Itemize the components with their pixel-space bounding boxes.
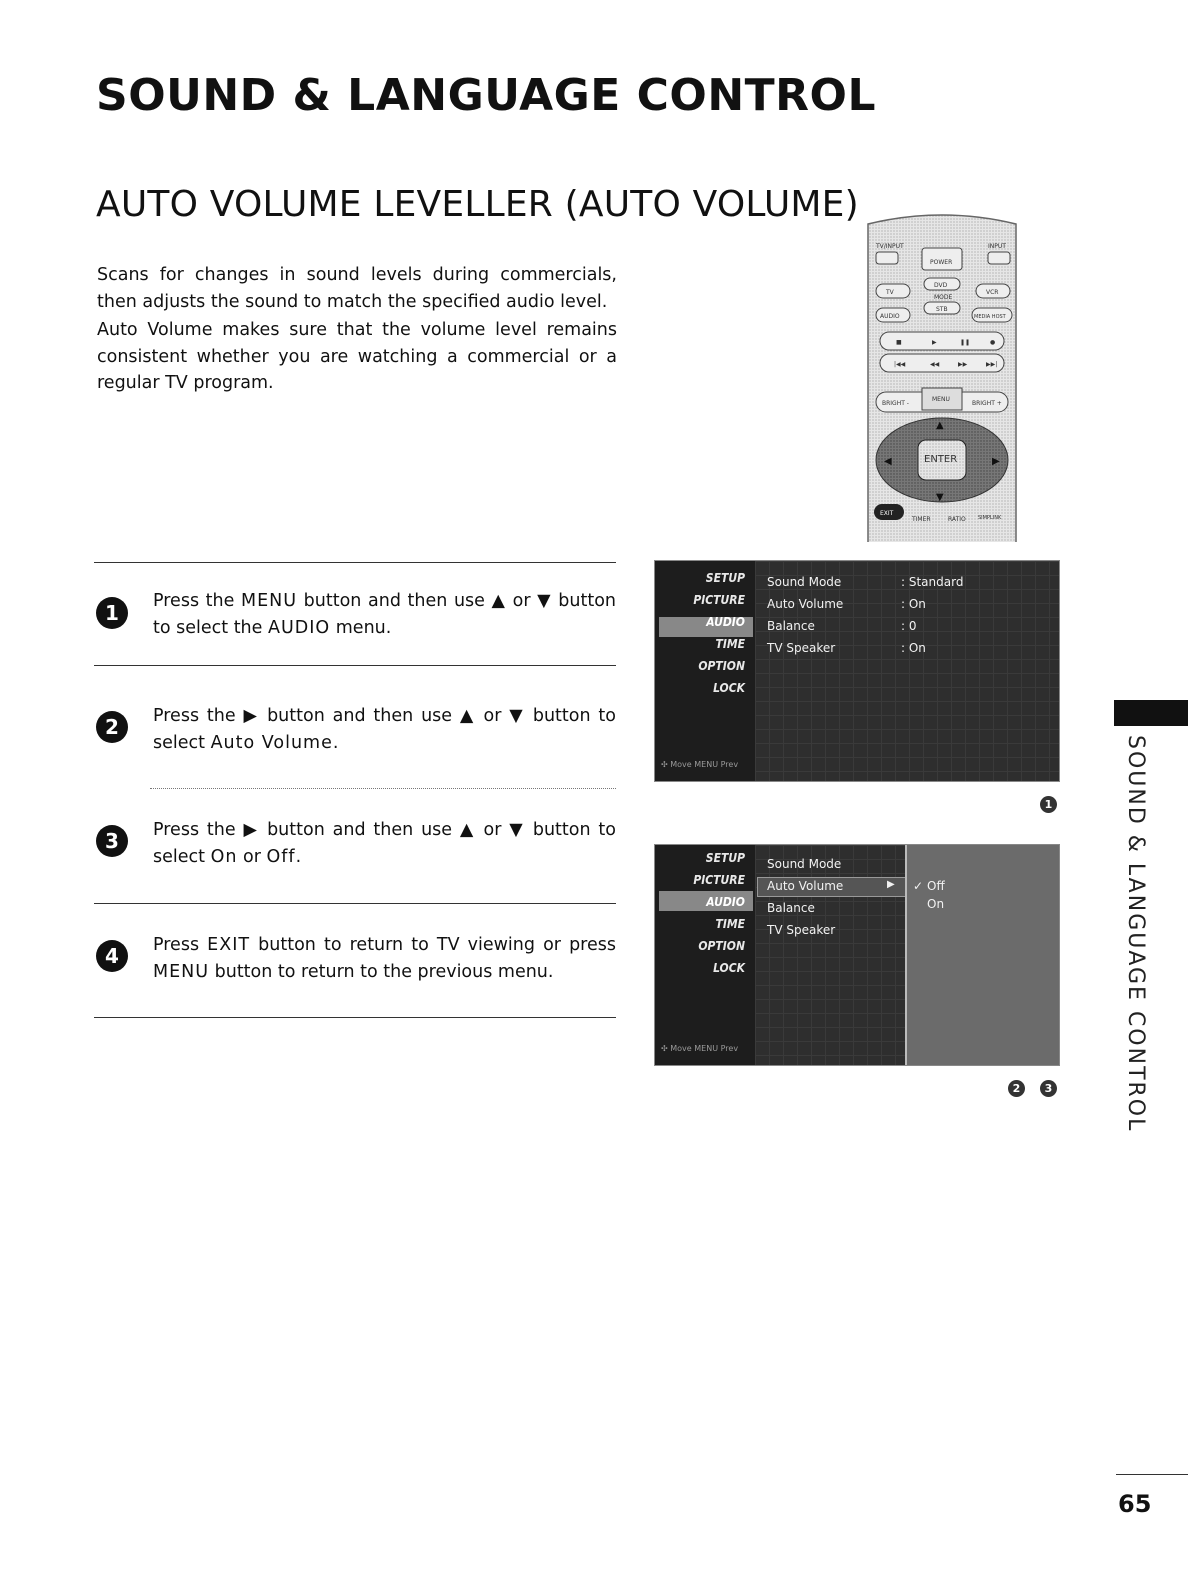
- osd-menu-option: OPTION: [698, 659, 745, 673]
- check-icon: ✓: [913, 879, 924, 893]
- osd-menu-setup: SETUP: [705, 571, 745, 585]
- osd-navigation-hint: ✣ Move MENU Prev: [661, 1044, 739, 1053]
- right-arrow-icon: ▶: [992, 456, 1000, 467]
- osd-row-label: Balance: [767, 901, 815, 915]
- step-number-1: 1: [96, 597, 128, 629]
- osd-menu-picture: PICTURE: [693, 873, 745, 887]
- rewind-icon: ◀◀: [930, 361, 940, 368]
- remote-enter-label: ENTER: [924, 454, 958, 465]
- intro-paragraph-2: Auto Volume makes sure that the volume level remains consistent whether you are watching a commercial or a regular TV program.: [97, 320, 617, 393]
- remote-bright-minus-label: BRIGHT -: [882, 400, 909, 407]
- osd-menu-audio: AUDIO: [706, 615, 745, 629]
- osd-row-label: Sound Mode: [767, 857, 842, 871]
- osd-row-label: Auto Volume: [767, 879, 844, 893]
- osd-menu-picture: PICTURE: [693, 593, 745, 607]
- osd-row-value: : Standard: [901, 575, 964, 589]
- osd-row-label: Auto Volume: [767, 597, 844, 611]
- osd-row-label: TV Speaker: [767, 923, 836, 937]
- osd-menu-lock: LOCK: [713, 681, 745, 695]
- osd-row-value: : On: [901, 597, 926, 611]
- chapter-tab-marker: [1114, 700, 1188, 726]
- page-number: 65: [1118, 1490, 1152, 1518]
- page-title: SOUND & LANGUAGE CONTROL: [96, 70, 876, 121]
- osd-option-on: On: [927, 897, 945, 911]
- osd-row-label: Balance: [767, 619, 815, 633]
- step-4-text: Press EXIT button to return to TV viewing or press MENU button to return to the previous menu.: [153, 935, 616, 982]
- intro-text: [97, 262, 617, 399]
- remote-control-illustration: [866, 212, 1018, 542]
- osd-grid-background: [755, 561, 1059, 781]
- remote-bright-plus-label: BRIGHT +: [972, 400, 1002, 407]
- remote-tv-label: TV: [886, 289, 894, 296]
- remote-input-label: INPUT: [988, 243, 1006, 250]
- pause-icon: ❚❚: [960, 339, 971, 346]
- fast-forward-icon: ▶▶: [958, 361, 968, 368]
- record-icon: ●: [990, 339, 996, 346]
- down-arrow-icon: ▼: [936, 492, 944, 503]
- osd-menu-option: OPTION: [698, 939, 745, 953]
- step-1-text: Press the MENU button and then use ▲ or ▼ button to select the AUDIO menu.: [153, 591, 616, 638]
- remote-simplink-label: SIMPLINK: [978, 515, 1002, 521]
- step-number-2: 2: [96, 711, 128, 743]
- remote-tv-input-label: TV/INPUT: [876, 243, 904, 250]
- intro-paragraph-1: Scans for changes in sound levels during commercials, then adjusts the sound to match the specified audio level.: [97, 265, 617, 312]
- osd-menu-sidebar: [655, 845, 755, 1065]
- footer-rule: [1116, 1474, 1188, 1475]
- step-divider: [94, 903, 616, 904]
- play-icon: ▶: [932, 339, 937, 346]
- osd-menu-lock: LOCK: [713, 961, 745, 975]
- osd-row-value: : On: [901, 641, 926, 655]
- osd-menu-audio: AUDIO: [706, 895, 745, 909]
- remote-ratio-label: RATIO: [948, 516, 966, 523]
- remote-exit-label: EXIT: [880, 510, 894, 517]
- osd-screen-audio-menu: [654, 560, 1060, 782]
- remote-stb-label: STB: [936, 306, 948, 313]
- stop-icon: ■: [896, 339, 902, 346]
- remote-power-label: POWER: [930, 259, 953, 266]
- screen-badge-2: 2: [1008, 1080, 1025, 1097]
- osd-row-value: : 0: [901, 619, 917, 633]
- step-2-text: Press the ▶ button and then use ▲ or ▼ button to select Auto Volume.: [153, 706, 616, 753]
- osd-option-off: Off: [927, 879, 945, 893]
- screen-badge-1: 1: [1040, 796, 1057, 813]
- step-divider: [94, 1017, 616, 1018]
- remote-dvd-label: DVD: [934, 282, 948, 289]
- section-title: AUTO VOLUME LEVELLER (AUTO VOLUME): [96, 184, 859, 225]
- up-arrow-icon: ▲: [936, 420, 944, 431]
- remote-audio-label: AUDIO: [880, 313, 900, 320]
- previous-icon: |◀◀: [894, 361, 906, 368]
- tv-input-button: [876, 252, 898, 264]
- step-divider: [94, 665, 616, 666]
- left-arrow-icon: ◀: [884, 456, 892, 467]
- step-divider: [94, 562, 616, 563]
- submenu-arrow-icon: ▶: [887, 879, 895, 890]
- remote-menu-label: MENU: [932, 396, 950, 403]
- chapter-side-label: SOUND & LANGUAGE CONTROL: [1123, 735, 1148, 1133]
- osd-menu-sidebar: [655, 561, 755, 781]
- osd-row-label: TV Speaker: [767, 641, 836, 655]
- input-button: [988, 252, 1010, 264]
- remote-timer-label: TIMER: [912, 516, 931, 523]
- step-number-3: 3: [96, 825, 128, 857]
- remote-mode-label: MODE: [934, 294, 953, 301]
- step-3-text: Press the ▶ button and then use ▲ or ▼ button to select On or Off.: [153, 820, 616, 867]
- step-divider-dotted: [150, 788, 616, 789]
- screen-badge-3: 3: [1040, 1080, 1057, 1097]
- osd-menu-time: TIME: [715, 637, 745, 651]
- osd-submenu-panel: [905, 845, 1059, 1065]
- osd-menu-setup: SETUP: [705, 851, 745, 865]
- osd-screen-auto-volume: [654, 844, 1060, 1066]
- next-icon: ▶▶|: [986, 361, 998, 368]
- remote-media-host-label: MEDIA HOST: [974, 314, 1006, 320]
- osd-navigation-hint: ✣ Move MENU Prev: [661, 760, 739, 769]
- remote-vcr-label: VCR: [986, 289, 999, 296]
- osd-menu-time: TIME: [715, 917, 745, 931]
- step-number-4: 4: [96, 940, 128, 972]
- osd-row-label: Sound Mode: [767, 575, 842, 589]
